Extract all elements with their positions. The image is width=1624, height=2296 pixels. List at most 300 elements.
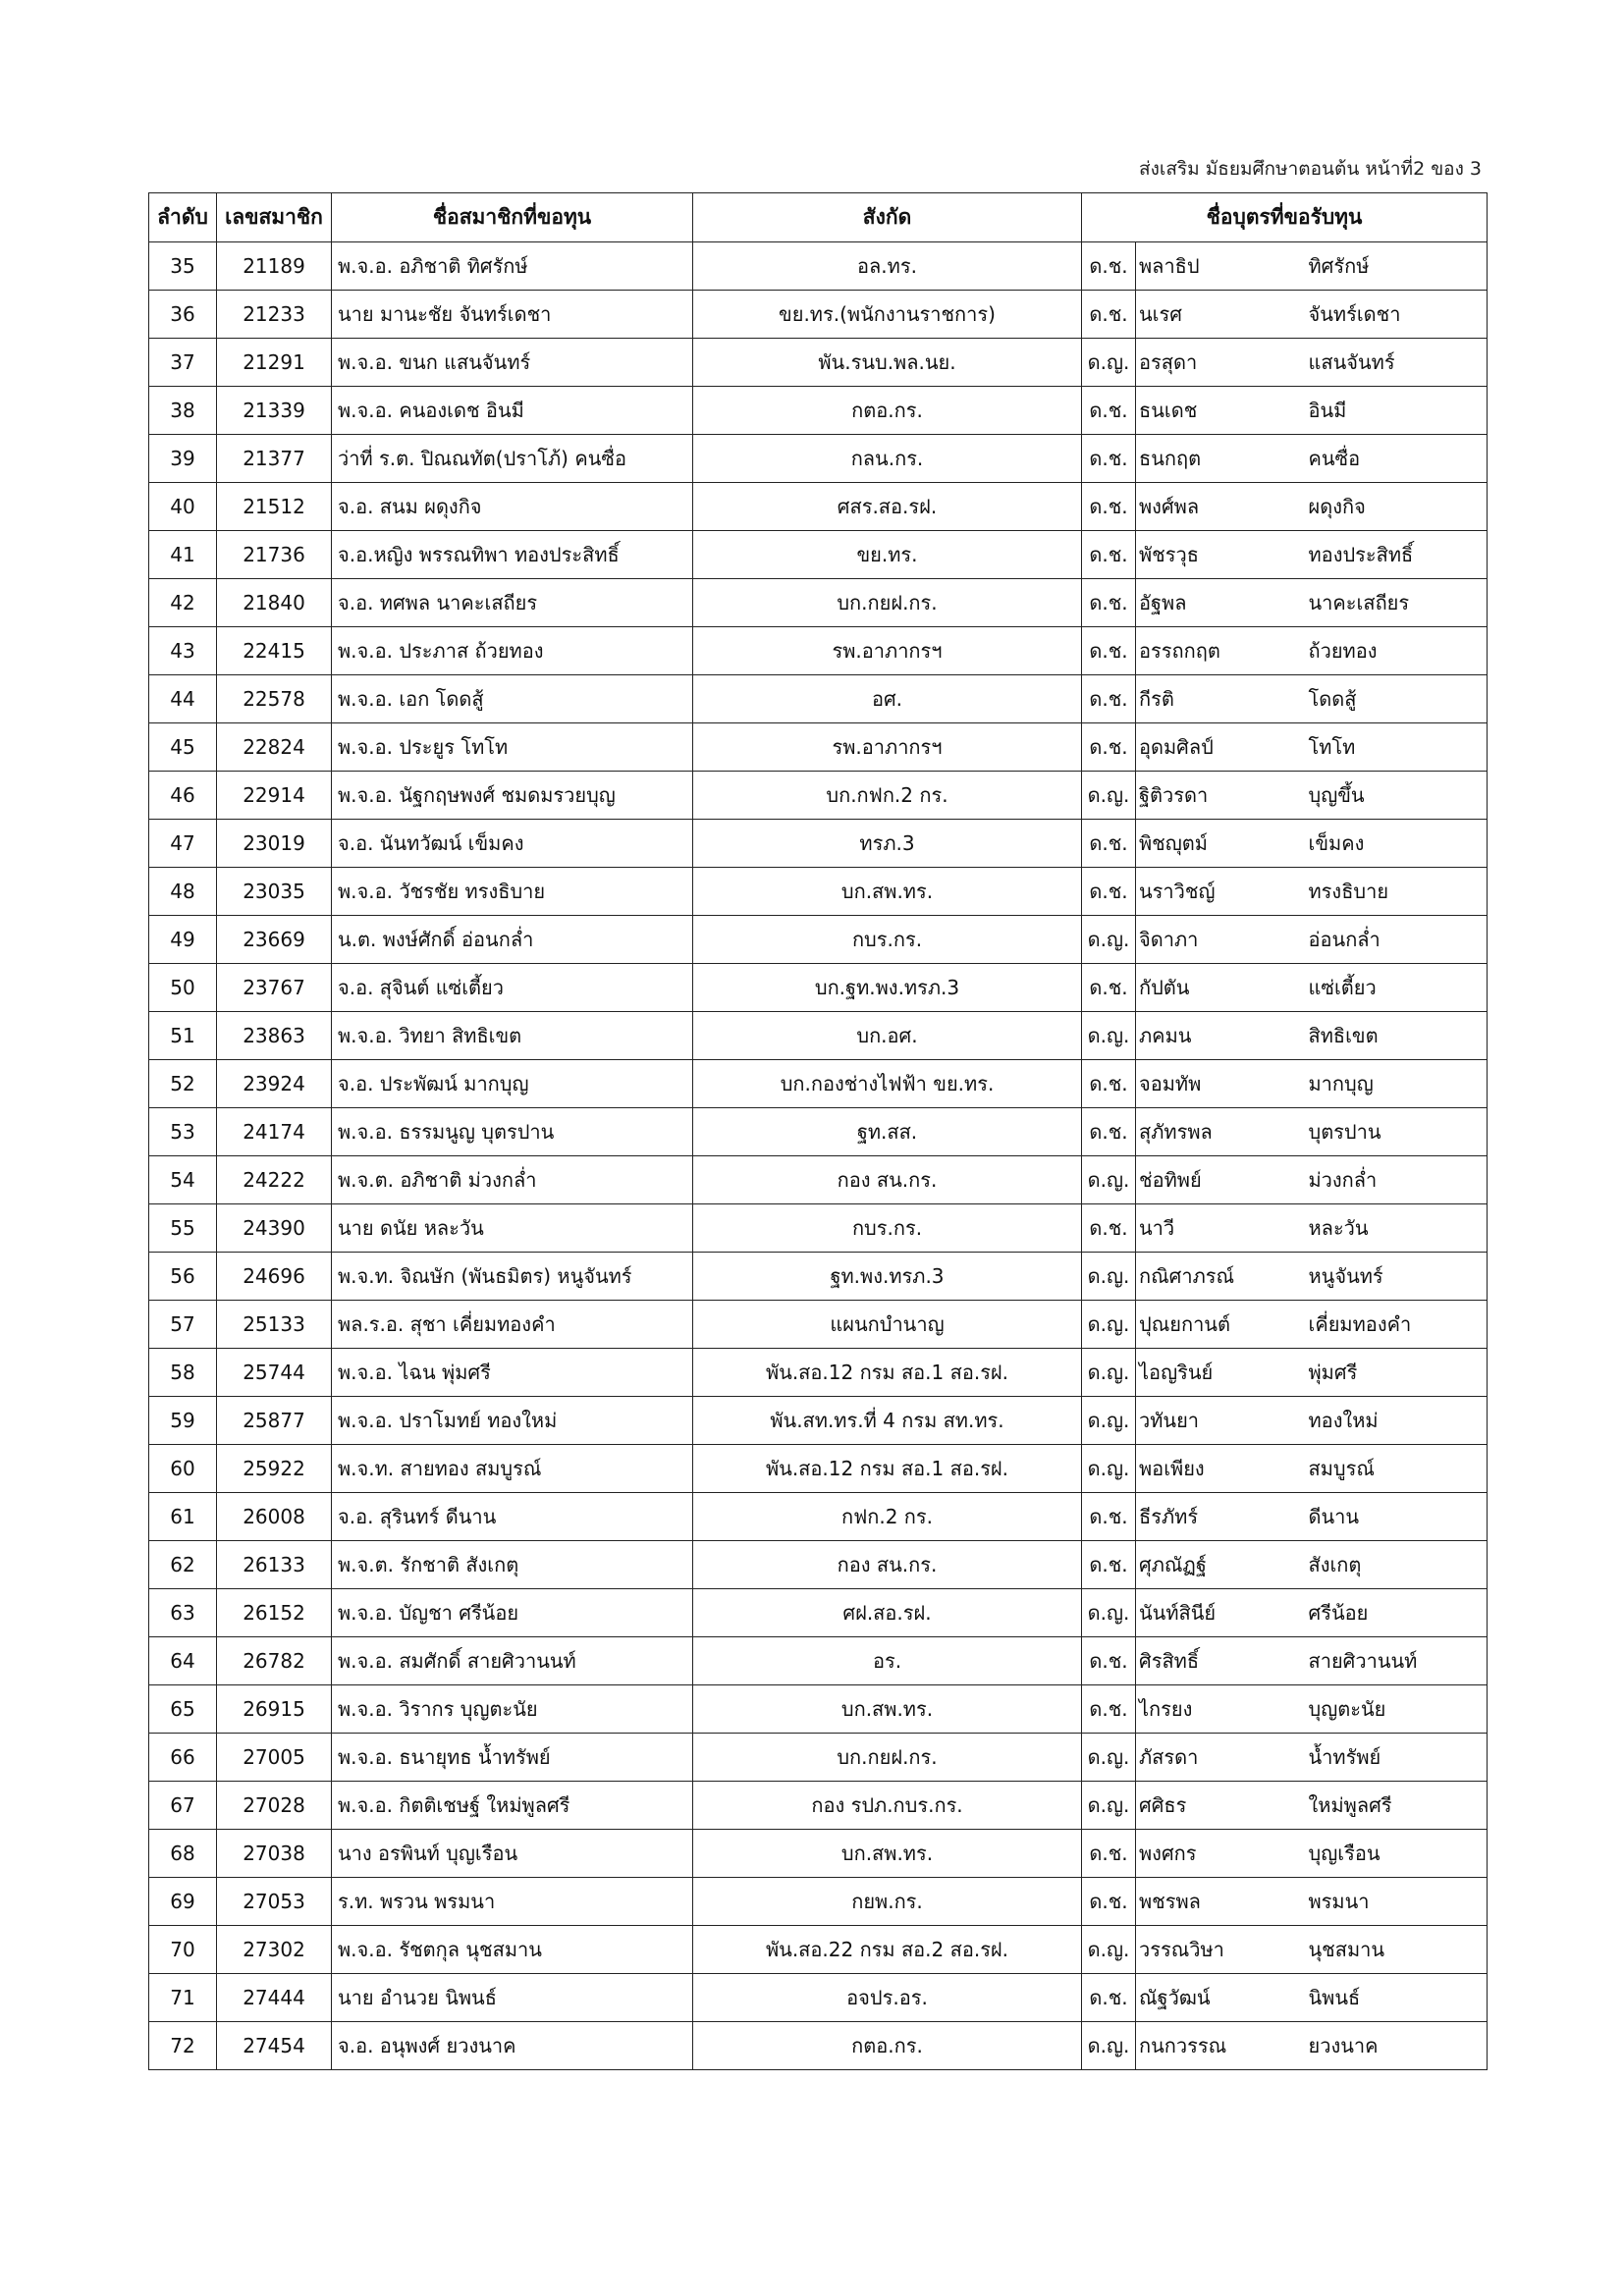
row-child-last-name: หละวัน — [1305, 1204, 1488, 1253]
row-unit: กอง สน.กร. — [693, 1541, 1082, 1589]
row-child-prefix: ด.ญ. — [1082, 1253, 1136, 1301]
row-child-prefix: ด.ญ. — [1082, 1926, 1136, 1974]
row-member-no: 25877 — [217, 1397, 332, 1445]
row-child-prefix: ด.ญ. — [1082, 1397, 1136, 1445]
row-child-prefix: ด.ญ. — [1082, 1012, 1136, 1060]
table-row — [149, 531, 1488, 579]
table-row — [149, 1301, 1488, 1349]
row-member-no: 27302 — [217, 1926, 332, 1974]
row-member-name: นาย อำนวย นิพนธ์ — [332, 1974, 693, 2022]
table-row — [149, 1782, 1488, 1830]
table-body — [149, 242, 1488, 2070]
row-member-no: 27005 — [217, 1734, 332, 1782]
row-child-first-name: อรสุดา — [1136, 339, 1305, 387]
row-seq: 72 — [149, 2022, 217, 2070]
row-seq: 71 — [149, 1974, 217, 2022]
row-member-no: 25744 — [217, 1349, 332, 1397]
row-unit: อล.ทร. — [693, 242, 1082, 291]
row-member-name: พ.จ.อ. ปราโมทย์ ทองใหม่ — [332, 1397, 693, 1445]
row-child-prefix: ด.ช. — [1082, 291, 1136, 339]
table-row — [149, 387, 1488, 435]
row-unit: อร. — [693, 1637, 1082, 1685]
row-child-prefix: ด.ช. — [1082, 1493, 1136, 1541]
row-unit: กอง สน.กร. — [693, 1156, 1082, 1204]
row-child-prefix: ด.ญ. — [1082, 772, 1136, 820]
table-row — [149, 2022, 1488, 2070]
row-member-no: 23767 — [217, 964, 332, 1012]
row-member-name: พ.จ.อ. วิทยา สิทธิเขต — [332, 1012, 693, 1060]
row-member-no: 21291 — [217, 339, 332, 387]
row-child-prefix: ด.ญ. — [1082, 1301, 1136, 1349]
row-child-last-name: น้ำทรัพย์ — [1305, 1734, 1488, 1782]
row-unit: ฐท.พง.ทรภ.3 — [693, 1253, 1082, 1301]
row-child-first-name: ไกรยง — [1136, 1685, 1305, 1734]
row-child-first-name: ธนกฤต — [1136, 435, 1305, 483]
row-child-prefix: ด.ช. — [1082, 1830, 1136, 1878]
row-child-last-name: สายศิวานนท์ — [1305, 1637, 1488, 1685]
row-child-last-name: ยวงนาค — [1305, 2022, 1488, 2070]
row-child-last-name: โทโท — [1305, 723, 1488, 772]
row-seq: 57 — [149, 1301, 217, 1349]
row-member-no: 22415 — [217, 627, 332, 675]
row-child-first-name: กนกวรรณ — [1136, 2022, 1305, 2070]
row-unit: อจปร.อร. — [693, 1974, 1082, 2022]
row-member-no: 27038 — [217, 1830, 332, 1878]
row-unit: พัน.รนบ.พล.นย. — [693, 339, 1082, 387]
row-child-last-name: บุตรปาน — [1305, 1108, 1488, 1156]
row-child-prefix: ด.ญ. — [1082, 1782, 1136, 1830]
row-child-first-name: พลาธิป — [1136, 242, 1305, 291]
table-row — [149, 1589, 1488, 1637]
row-unit: กตอ.กร. — [693, 2022, 1082, 2070]
row-member-name: จ.อ.หญิง พรรณทิพา ทองประสิทธิ์ — [332, 531, 693, 579]
row-child-first-name: นันท์สินีย์ — [1136, 1589, 1305, 1637]
table-row — [149, 723, 1488, 772]
row-seq: 70 — [149, 1926, 217, 1974]
row-member-no: 24390 — [217, 1204, 332, 1253]
table-row — [149, 820, 1488, 868]
row-seq: 61 — [149, 1493, 217, 1541]
row-seq: 68 — [149, 1830, 217, 1878]
row-child-prefix: ด.ญ. — [1082, 339, 1136, 387]
row-member-no: 22824 — [217, 723, 332, 772]
row-seq: 66 — [149, 1734, 217, 1782]
row-child-first-name: อุดมศิลป์ — [1136, 723, 1305, 772]
row-child-prefix: ด.ญ. — [1082, 1156, 1136, 1204]
row-member-name: พ.จ.อ. ธรรมนูญ บุตรปาน — [332, 1108, 693, 1156]
row-child-last-name: พุ่มศรี — [1305, 1349, 1488, 1397]
row-child-prefix: ด.ญ. — [1082, 1734, 1136, 1782]
table-row — [149, 1734, 1488, 1782]
row-child-last-name: พรมนา — [1305, 1878, 1488, 1926]
row-unit: กฟก.2 กร. — [693, 1493, 1082, 1541]
table-row — [149, 1156, 1488, 1204]
row-member-no: 21840 — [217, 579, 332, 627]
row-child-last-name: ผดุงกิจ — [1305, 483, 1488, 531]
row-child-prefix: ด.ช. — [1082, 1685, 1136, 1734]
table-row — [149, 868, 1488, 916]
row-child-first-name: กณิศาภรณ์ — [1136, 1253, 1305, 1301]
row-unit: อศ. — [693, 675, 1082, 723]
row-member-no: 23019 — [217, 820, 332, 868]
header-member-no: เลขสมาชิก — [217, 193, 332, 242]
row-member-name: พ.จ.อ. กิตติเชษฐ์ ใหม่พูลศรี — [332, 1782, 693, 1830]
row-member-no: 25922 — [217, 1445, 332, 1493]
row-seq: 62 — [149, 1541, 217, 1589]
row-member-name: นาย ดนัย หละวัน — [332, 1204, 693, 1253]
row-unit: บก.สพ.ทร. — [693, 1685, 1082, 1734]
row-child-first-name: อัฐพล — [1136, 579, 1305, 627]
row-child-prefix: ด.ช. — [1082, 723, 1136, 772]
row-child-last-name: สิทธิเขต — [1305, 1012, 1488, 1060]
row-seq: 48 — [149, 868, 217, 916]
row-child-first-name: ธีรภัทร์ — [1136, 1493, 1305, 1541]
row-child-last-name: สังเกตุ — [1305, 1541, 1488, 1589]
row-child-prefix: ด.ญ. — [1082, 1349, 1136, 1397]
row-child-prefix: ด.ช. — [1082, 1060, 1136, 1108]
row-child-prefix: ด.ญ. — [1082, 1589, 1136, 1637]
row-member-no: 24696 — [217, 1253, 332, 1301]
row-child-last-name: นาคะเสถียร — [1305, 579, 1488, 627]
row-seq: 46 — [149, 772, 217, 820]
row-member-name: พ.จ.อ. ประภาส ถ้วยทอง — [332, 627, 693, 675]
row-member-name: พ.จ.อ. ขนก แสนจันทร์ — [332, 339, 693, 387]
row-child-last-name: จันทร์เดชา — [1305, 291, 1488, 339]
row-child-prefix: ด.ช. — [1082, 1204, 1136, 1253]
row-child-first-name: ฐิติวรดา — [1136, 772, 1305, 820]
table-row — [149, 1878, 1488, 1926]
row-child-last-name: ดีนาน — [1305, 1493, 1488, 1541]
row-member-name: จ.อ. นันทวัฒน์ เข็มคง — [332, 820, 693, 868]
row-child-prefix: ด.ช. — [1082, 531, 1136, 579]
table-row — [149, 1349, 1488, 1397]
table-row — [149, 675, 1488, 723]
row-child-last-name: อินมี — [1305, 387, 1488, 435]
row-child-first-name: ณัฐวัฒน์ — [1136, 1974, 1305, 2022]
row-seq: 44 — [149, 675, 217, 723]
table-header-row — [149, 193, 1488, 242]
row-seq: 69 — [149, 1878, 217, 1926]
row-member-name: จ.อ. อนุพงศ์ ยวงนาค — [332, 2022, 693, 2070]
table-row — [149, 483, 1488, 531]
row-unit: กตอ.กร. — [693, 387, 1082, 435]
row-unit: กบร.กร. — [693, 1204, 1082, 1253]
header-seq: ลำดับ — [149, 193, 217, 242]
row-member-name: น.ต. พงษ์ศักดิ์ อ่อนกล่ำ — [332, 916, 693, 964]
row-unit: ศฝ.สอ.รฝ. — [693, 1589, 1082, 1637]
row-child-first-name: วรรณวิษา — [1136, 1926, 1305, 1974]
row-member-name: จ.อ. สนม ผดุงกิจ — [332, 483, 693, 531]
row-child-first-name: สุภัทรพล — [1136, 1108, 1305, 1156]
row-unit: กอง รปภ.กบร.กร. — [693, 1782, 1082, 1830]
table-row — [149, 916, 1488, 964]
row-seq: 58 — [149, 1349, 217, 1397]
row-seq: 47 — [149, 820, 217, 868]
table-row — [149, 242, 1488, 291]
row-child-prefix: ด.ช. — [1082, 627, 1136, 675]
row-unit: ขย.ทร. — [693, 531, 1082, 579]
row-member-no: 21189 — [217, 242, 332, 291]
table-row — [149, 1445, 1488, 1493]
row-unit: กบร.กร. — [693, 916, 1082, 964]
row-child-last-name: คนซื่อ — [1305, 435, 1488, 483]
row-child-first-name: พิชญุตม์ — [1136, 820, 1305, 868]
row-child-last-name: เคี่ยมทองคำ — [1305, 1301, 1488, 1349]
row-child-last-name: อ่อนกล่ำ — [1305, 916, 1488, 964]
row-child-prefix: ด.ช. — [1082, 1637, 1136, 1685]
row-child-first-name: กัปตัน — [1136, 964, 1305, 1012]
row-seq: 45 — [149, 723, 217, 772]
table-row — [149, 1685, 1488, 1734]
row-seq: 37 — [149, 339, 217, 387]
row-member-no: 27444 — [217, 1974, 332, 2022]
row-member-name: พ.จ.อ. เอก โดดสู้ — [332, 675, 693, 723]
row-child-last-name: โดดสู้ — [1305, 675, 1488, 723]
row-child-first-name: ปุณยกานต์ — [1136, 1301, 1305, 1349]
table-row — [149, 1397, 1488, 1445]
row-child-first-name: จิดาภา — [1136, 916, 1305, 964]
row-seq: 40 — [149, 483, 217, 531]
row-seq: 63 — [149, 1589, 217, 1637]
table-row — [149, 1830, 1488, 1878]
row-seq: 59 — [149, 1397, 217, 1445]
row-seq: 54 — [149, 1156, 217, 1204]
row-child-last-name: นิพนธ์ — [1305, 1974, 1488, 2022]
row-member-no: 24174 — [217, 1108, 332, 1156]
row-seq: 43 — [149, 627, 217, 675]
row-seq: 67 — [149, 1782, 217, 1830]
row-member-name: จ.อ. สุรินทร์ ดีนาน — [332, 1493, 693, 1541]
table-row — [149, 339, 1488, 387]
row-child-first-name: ไอญรินย์ — [1136, 1349, 1305, 1397]
row-child-prefix: ด.ช. — [1082, 820, 1136, 868]
row-member-name: จ.อ. ทศพล นาคะเสถียร — [332, 579, 693, 627]
row-member-name: นาง อรพินท์ บุญเรือน — [332, 1830, 693, 1878]
row-member-no: 21512 — [217, 483, 332, 531]
table-row — [149, 1637, 1488, 1685]
row-child-first-name: วทันยา — [1136, 1397, 1305, 1445]
row-seq: 52 — [149, 1060, 217, 1108]
row-unit: ขย.ทร.(พนักงานราชการ) — [693, 291, 1082, 339]
row-member-name: พ.จ.อ. รัชตกุล นุชสมาน — [332, 1926, 693, 1974]
row-unit: กยพ.กร. — [693, 1878, 1082, 1926]
row-seq: 49 — [149, 916, 217, 964]
row-child-last-name: ทรงธิบาย — [1305, 868, 1488, 916]
row-child-first-name: ศิรสิทธิ์ — [1136, 1637, 1305, 1685]
row-member-no: 25133 — [217, 1301, 332, 1349]
row-member-no: 23035 — [217, 868, 332, 916]
row-child-last-name: ศรีน้อย — [1305, 1589, 1488, 1637]
row-child-prefix: ด.ญ. — [1082, 916, 1136, 964]
table-row — [149, 627, 1488, 675]
row-child-first-name: พงศ์พล — [1136, 483, 1305, 531]
row-member-no: 21377 — [217, 435, 332, 483]
row-child-prefix: ด.ช. — [1082, 1878, 1136, 1926]
row-unit: บก.กยฝ.กร. — [693, 579, 1082, 627]
row-seq: 51 — [149, 1012, 217, 1060]
row-member-no: 27053 — [217, 1878, 332, 1926]
row-unit: บก.กยฝ.กร. — [693, 1734, 1082, 1782]
row-member-no: 21736 — [217, 531, 332, 579]
row-unit: ศสร.สอ.รฝ. — [693, 483, 1082, 531]
table-row — [149, 579, 1488, 627]
row-member-name: พ.จ.อ. ไฉน พุ่มศรี — [332, 1349, 693, 1397]
row-unit: บก.สพ.ทร. — [693, 1830, 1082, 1878]
row-child-last-name: ทิศรักษ์ — [1305, 242, 1488, 291]
table-row — [149, 1541, 1488, 1589]
row-unit: รพ.อาภากรฯ — [693, 627, 1082, 675]
row-child-first-name: พงศกร — [1136, 1830, 1305, 1878]
row-child-first-name: ศุภณัฏฐ์ — [1136, 1541, 1305, 1589]
table-row — [149, 435, 1488, 483]
row-seq: 38 — [149, 387, 217, 435]
row-member-name: พ.จ.ท. สายทอง สมบูรณ์ — [332, 1445, 693, 1493]
row-unit: แผนกบำนาญ — [693, 1301, 1082, 1349]
row-child-last-name: เข็มคง — [1305, 820, 1488, 868]
row-member-name: จ.อ. สุจินต์ แซ่เตี้ยว — [332, 964, 693, 1012]
row-child-prefix: ด.ช. — [1082, 483, 1136, 531]
row-seq: 39 — [149, 435, 217, 483]
row-child-first-name: นาวี — [1136, 1204, 1305, 1253]
row-unit: บก.กองช่างไฟฟ้า ขย.ทร. — [693, 1060, 1082, 1108]
row-unit: พัน.สอ.12 กรม สอ.1 สอ.รฝ. — [693, 1445, 1082, 1493]
row-child-prefix: ด.ช. — [1082, 1541, 1136, 1589]
row-child-first-name: นเรศ — [1136, 291, 1305, 339]
row-member-name: พ.จ.ท. จิณษัก (พันธมิตร) หนูจันทร์ — [332, 1253, 693, 1301]
row-member-no: 24222 — [217, 1156, 332, 1204]
row-member-name: พ.จ.อ. สมศักดิ์ สายศิวานนท์ — [332, 1637, 693, 1685]
row-seq: 41 — [149, 531, 217, 579]
row-child-first-name: ช่อทิพย์ — [1136, 1156, 1305, 1204]
row-member-name: พ.จ.อ. ประยูร โทโท — [332, 723, 693, 772]
row-child-last-name: ทองประสิทธิ์ — [1305, 531, 1488, 579]
row-child-last-name: นุชสมาน — [1305, 1926, 1488, 1974]
row-child-prefix: ด.ช. — [1082, 579, 1136, 627]
row-unit: พัน.สอ.22 กรม สอ.2 สอ.รฝ. — [693, 1926, 1082, 1974]
table-row — [149, 964, 1488, 1012]
row-member-name: พล.ร.อ. สุชา เคี่ยมทองคำ — [332, 1301, 693, 1349]
table-row — [149, 1060, 1488, 1108]
row-child-prefix: ด.ช. — [1082, 675, 1136, 723]
table-row — [149, 1974, 1488, 2022]
row-child-first-name: ภคมน — [1136, 1012, 1305, 1060]
row-child-last-name: ใหม่พูลศรี — [1305, 1782, 1488, 1830]
row-member-name: พ.จ.อ. วัชรชัย ทรงธิบาย — [332, 868, 693, 916]
row-child-prefix: ด.ช. — [1082, 1108, 1136, 1156]
row-seq: 36 — [149, 291, 217, 339]
row-member-name: พ.จ.อ. คนองเดช อินมี — [332, 387, 693, 435]
table-row — [149, 1108, 1488, 1156]
row-member-no: 22914 — [217, 772, 332, 820]
row-child-prefix: ด.ช. — [1082, 435, 1136, 483]
row-child-last-name: มากบุญ — [1305, 1060, 1488, 1108]
row-member-name: พ.จ.อ. นัฐกฤษพงศ์ ชมดมรวยบุญ — [332, 772, 693, 820]
row-child-last-name: แสนจันทร์ — [1305, 339, 1488, 387]
table-row — [149, 1493, 1488, 1541]
table-row — [149, 1012, 1488, 1060]
row-unit: รพ.อาภากรฯ — [693, 723, 1082, 772]
row-unit: พัน.สท.ทร.ที่ 4 กรม สท.ทร. — [693, 1397, 1082, 1445]
row-unit: ฐท.สส. — [693, 1108, 1082, 1156]
row-child-last-name: แซ่เตี้ยว — [1305, 964, 1488, 1012]
row-member-no: 21233 — [217, 291, 332, 339]
row-child-first-name: จอมทัพ — [1136, 1060, 1305, 1108]
row-child-last-name: ทองใหม่ — [1305, 1397, 1488, 1445]
row-unit: ทรภ.3 — [693, 820, 1082, 868]
row-child-first-name: อรรถกฤต — [1136, 627, 1305, 675]
row-child-prefix: ด.ญ. — [1082, 1445, 1136, 1493]
row-child-first-name: พอเพียง — [1136, 1445, 1305, 1493]
header-member-name: ชื่อสมาชิกที่ขอทุน — [332, 193, 693, 242]
row-child-prefix: ด.ช. — [1082, 964, 1136, 1012]
row-child-prefix: ด.ช. — [1082, 868, 1136, 916]
row-child-last-name: บุญตะนัย — [1305, 1685, 1488, 1734]
row-member-no: 23669 — [217, 916, 332, 964]
row-child-last-name: หนูจันทร์ — [1305, 1253, 1488, 1301]
row-child-prefix: ด.ช. — [1082, 242, 1136, 291]
row-member-no: 26782 — [217, 1637, 332, 1685]
row-unit: บก.กฟก.2 กร. — [693, 772, 1082, 820]
row-member-no: 26152 — [217, 1589, 332, 1637]
row-seq: 60 — [149, 1445, 217, 1493]
row-seq: 64 — [149, 1637, 217, 1685]
row-member-name: ร.ท. พรวน พรมนา — [332, 1878, 693, 1926]
row-member-name: นาย มานะชัย จันทร์เดชา — [332, 291, 693, 339]
table-row — [149, 1253, 1488, 1301]
row-seq: 56 — [149, 1253, 217, 1301]
row-child-first-name: กีรติ — [1136, 675, 1305, 723]
row-seq: 50 — [149, 964, 217, 1012]
row-child-prefix: ด.ช. — [1082, 1974, 1136, 2022]
row-unit: บก.อศ. — [693, 1012, 1082, 1060]
row-member-no: 26133 — [217, 1541, 332, 1589]
row-member-no: 27028 — [217, 1782, 332, 1830]
row-child-first-name: พชรพล — [1136, 1878, 1305, 1926]
row-member-name: พ.จ.ต. อภิชาติ ม่วงกล่ำ — [332, 1156, 693, 1204]
row-child-first-name: ธนเดช — [1136, 387, 1305, 435]
row-child-last-name: บุญขึ้น — [1305, 772, 1488, 820]
row-seq: 42 — [149, 579, 217, 627]
row-child-first-name: พัชรวุธ — [1136, 531, 1305, 579]
row-unit: กลน.กร. — [693, 435, 1082, 483]
table-row — [149, 1926, 1488, 1974]
row-child-last-name: บุญเรือน — [1305, 1830, 1488, 1878]
header-child-name: ชื่อบุตรที่ขอรับทุน — [1082, 193, 1488, 242]
row-member-name: พ.จ.อ. วิรากร บุญตะนัย — [332, 1685, 693, 1734]
table-row — [149, 1204, 1488, 1253]
row-member-no: 23924 — [217, 1060, 332, 1108]
row-child-last-name: สมบูรณ์ — [1305, 1445, 1488, 1493]
row-unit: พัน.สอ.12 กรม สอ.1 สอ.รฝ. — [693, 1349, 1082, 1397]
row-seq: 65 — [149, 1685, 217, 1734]
row-member-no: 26915 — [217, 1685, 332, 1734]
row-member-name: จ.อ. ประพัฒน์ มากบุญ — [332, 1060, 693, 1108]
row-child-last-name: ถ้วยทอง — [1305, 627, 1488, 675]
row-seq: 55 — [149, 1204, 217, 1253]
row-child-prefix: ด.ญ. — [1082, 2022, 1136, 2070]
row-unit: บก.สพ.ทร. — [693, 868, 1082, 916]
row-member-no: 22578 — [217, 675, 332, 723]
row-seq: 53 — [149, 1108, 217, 1156]
row-member-name: พ.จ.อ. ธนายุทธ น้ำทรัพย์ — [332, 1734, 693, 1782]
row-unit: บก.ฐท.พง.ทรภ.3 — [693, 964, 1082, 1012]
row-member-no: 23863 — [217, 1012, 332, 1060]
row-member-name: พ.จ.อ. อภิชาติ ทิศรักษ์ — [332, 242, 693, 291]
table-row — [149, 291, 1488, 339]
row-child-first-name: ภัสรดา — [1136, 1734, 1305, 1782]
row-child-prefix: ด.ช. — [1082, 387, 1136, 435]
row-member-no: 27454 — [217, 2022, 332, 2070]
